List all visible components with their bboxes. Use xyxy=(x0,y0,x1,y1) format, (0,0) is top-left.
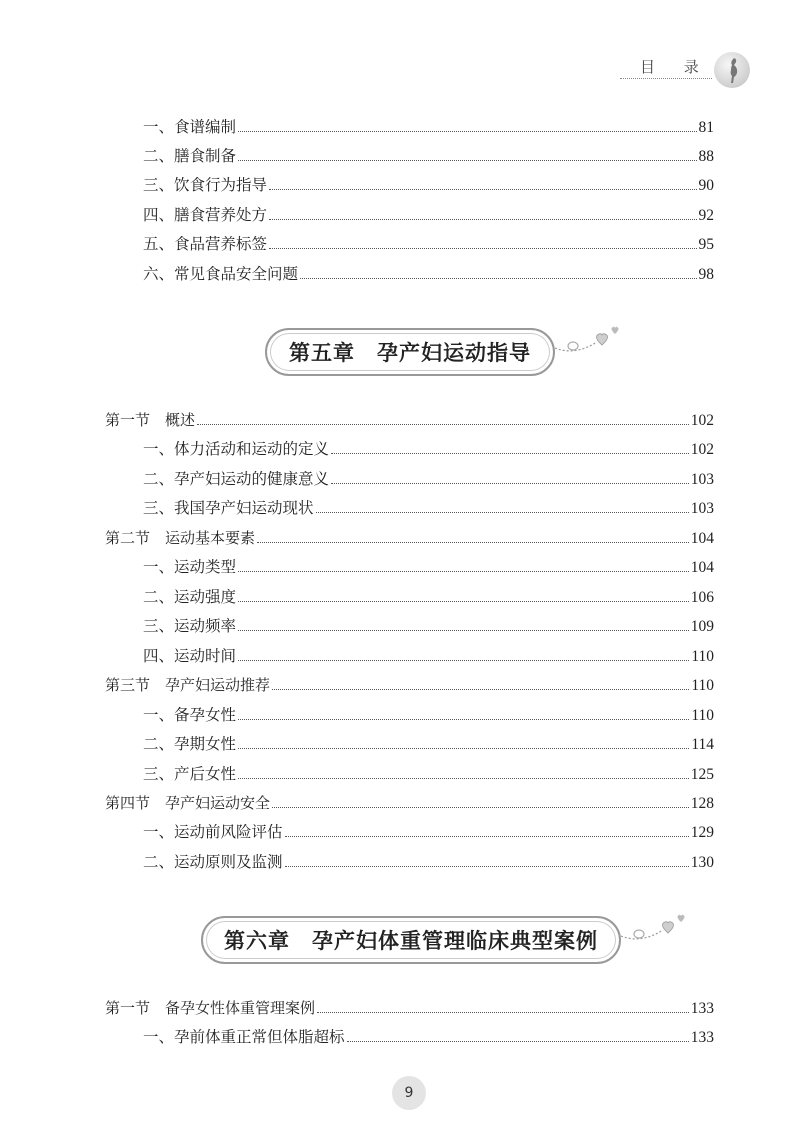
toc-entry-label: 第四节 孕产妇运动安全 xyxy=(105,794,271,812)
toc-entry-label: 四、膳食营养处方 xyxy=(143,206,268,224)
toc-section[interactable] xyxy=(105,998,714,1019)
leader-dots xyxy=(238,601,689,602)
toc-entry-page: 103 xyxy=(690,500,714,517)
leader-dots xyxy=(197,424,689,425)
leader-dots xyxy=(316,512,689,513)
heart-decoration-icon xyxy=(553,322,625,358)
toc-entry[interactable] xyxy=(143,234,714,255)
toc-entry[interactable] xyxy=(143,734,714,755)
toc-entry-label: 第一节 备孕女性体重管理案例 xyxy=(105,999,316,1017)
chapter-title: 第五章 孕产妇运动指导 xyxy=(289,341,531,365)
heart-decoration-icon xyxy=(619,910,691,946)
toc-entry-label: 三、我国孕产妇运动现状 xyxy=(143,499,314,517)
toc-entry-page: 133 xyxy=(690,1029,714,1046)
toc-section[interactable] xyxy=(105,410,714,431)
toc-entry[interactable] xyxy=(143,498,714,519)
toc-entry[interactable] xyxy=(143,146,714,167)
leader-dots xyxy=(347,1041,689,1042)
toc-entry-page: 125 xyxy=(690,766,714,783)
toc-entry-page: 102 xyxy=(690,412,714,429)
toc-entry-label: 一、备孕女性 xyxy=(143,706,237,724)
toc-entry[interactable] xyxy=(143,852,714,873)
toc-entry-page: 88 xyxy=(698,148,714,165)
toc-entry-label: 第二节 运动基本要素 xyxy=(105,529,256,547)
leader-dots xyxy=(257,542,689,543)
toc-entry-page: 103 xyxy=(690,471,714,488)
toc-entry[interactable] xyxy=(143,557,714,578)
header-title: 目 录 xyxy=(640,58,711,76)
toc-section[interactable] xyxy=(105,528,714,549)
toc-entry-label: 一、食谱编制 xyxy=(143,118,237,136)
leader-dots xyxy=(238,660,689,661)
chapter-title: 第六章 孕产妇体重管理临床典型案例 xyxy=(224,929,598,953)
toc-entry-page: 110 xyxy=(691,648,714,665)
toc-entry-page: 92 xyxy=(698,207,714,224)
page-number-text: 9 xyxy=(404,1085,414,1101)
toc-entry-label: 二、运动强度 xyxy=(143,588,237,606)
leader-dots xyxy=(331,483,689,484)
toc-entry[interactable] xyxy=(143,439,714,460)
toc-entry-page: 104 xyxy=(690,559,714,576)
leader-dots xyxy=(272,807,689,808)
toc-entry-page: 81 xyxy=(698,119,714,136)
toc-section[interactable] xyxy=(105,675,714,696)
toc-entry-label: 一、运动前风险评估 xyxy=(143,823,283,841)
toc-entry[interactable] xyxy=(143,264,714,285)
toc-entry-label: 四、运动时间 xyxy=(143,647,237,665)
leader-dots xyxy=(238,630,689,631)
toc-entry-label: 二、膳食制备 xyxy=(143,147,237,165)
toc-section[interactable] xyxy=(105,793,714,814)
toc-entry-label: 一、运动类型 xyxy=(143,558,237,576)
toc-entry-page: 102 xyxy=(690,441,714,458)
leader-dots xyxy=(238,571,689,572)
toc-entry-label: 二、运动原则及监测 xyxy=(143,853,283,871)
toc-entry[interactable] xyxy=(143,117,714,138)
toc-entry[interactable] xyxy=(143,469,714,490)
toc-entry-label: 二、孕产妇运动的健康意义 xyxy=(143,470,330,488)
leader-dots xyxy=(272,689,689,690)
toc-entry[interactable] xyxy=(143,822,714,843)
toc-entry-page: 129 xyxy=(690,824,714,841)
chapter-six-banner[interactable] xyxy=(201,916,621,964)
leader-dots xyxy=(269,189,696,190)
leader-dots xyxy=(269,248,696,249)
toc-entry-page: 106 xyxy=(690,589,714,606)
toc-entry-page: 104 xyxy=(690,530,714,547)
toc-entry-label: 第一节 概述 xyxy=(105,411,196,429)
leader-dots xyxy=(238,748,689,749)
toc-entry[interactable] xyxy=(143,1027,714,1048)
toc-entry[interactable] xyxy=(143,646,714,667)
toc-entry-label: 一、体力活动和运动的定义 xyxy=(143,440,330,458)
leader-dots xyxy=(300,278,696,279)
leader-dots xyxy=(238,719,689,720)
toc-entry-page: 130 xyxy=(690,854,714,871)
toc-entry-page: 110 xyxy=(691,707,714,724)
leader-dots xyxy=(269,219,696,220)
leader-dots xyxy=(238,778,689,779)
toc-entry[interactable] xyxy=(143,705,714,726)
toc-entry-page: 95 xyxy=(698,236,714,253)
toc-entry-page: 109 xyxy=(690,618,714,635)
leader-dots xyxy=(238,131,696,132)
toc-entry[interactable] xyxy=(143,175,714,196)
toc-entry-page: 110 xyxy=(691,677,714,694)
toc-entry-label: 二、孕期女性 xyxy=(143,735,237,753)
toc-entry-label: 三、产后女性 xyxy=(143,765,237,783)
leader-dots xyxy=(285,836,689,837)
toc-entry-page: 128 xyxy=(690,795,714,812)
toc-entry-label: 一、孕前体重正常但体脂超标 xyxy=(143,1028,345,1046)
page-number xyxy=(392,1076,426,1110)
toc-entry[interactable] xyxy=(143,764,714,785)
leader-dots xyxy=(285,866,689,867)
toc-entry-page: 98 xyxy=(698,266,714,283)
toc-entry[interactable] xyxy=(143,205,714,226)
toc-entry-label: 三、运动频率 xyxy=(143,617,237,635)
header-dotted-line xyxy=(620,78,712,79)
page-header xyxy=(640,52,752,88)
toc-entry-label: 六、常见食品安全问题 xyxy=(143,265,299,283)
toc-entry[interactable] xyxy=(143,587,714,608)
chapter-five-banner[interactable] xyxy=(265,328,555,376)
toc-entry-page: 114 xyxy=(691,736,714,753)
leader-dots xyxy=(331,453,689,454)
pregnant-woman-icon xyxy=(714,52,750,88)
toc-entry-label: 第三节 孕产妇运动推荐 xyxy=(105,676,271,694)
toc-entry[interactable] xyxy=(143,616,714,637)
toc-entry-label: 五、食品营养标签 xyxy=(143,235,268,253)
toc-entry-label: 三、饮食行为指导 xyxy=(143,176,268,194)
toc-entry-page: 133 xyxy=(690,1000,714,1017)
toc-entry-page: 90 xyxy=(698,177,714,194)
leader-dots xyxy=(238,160,696,161)
leader-dots xyxy=(317,1012,689,1013)
